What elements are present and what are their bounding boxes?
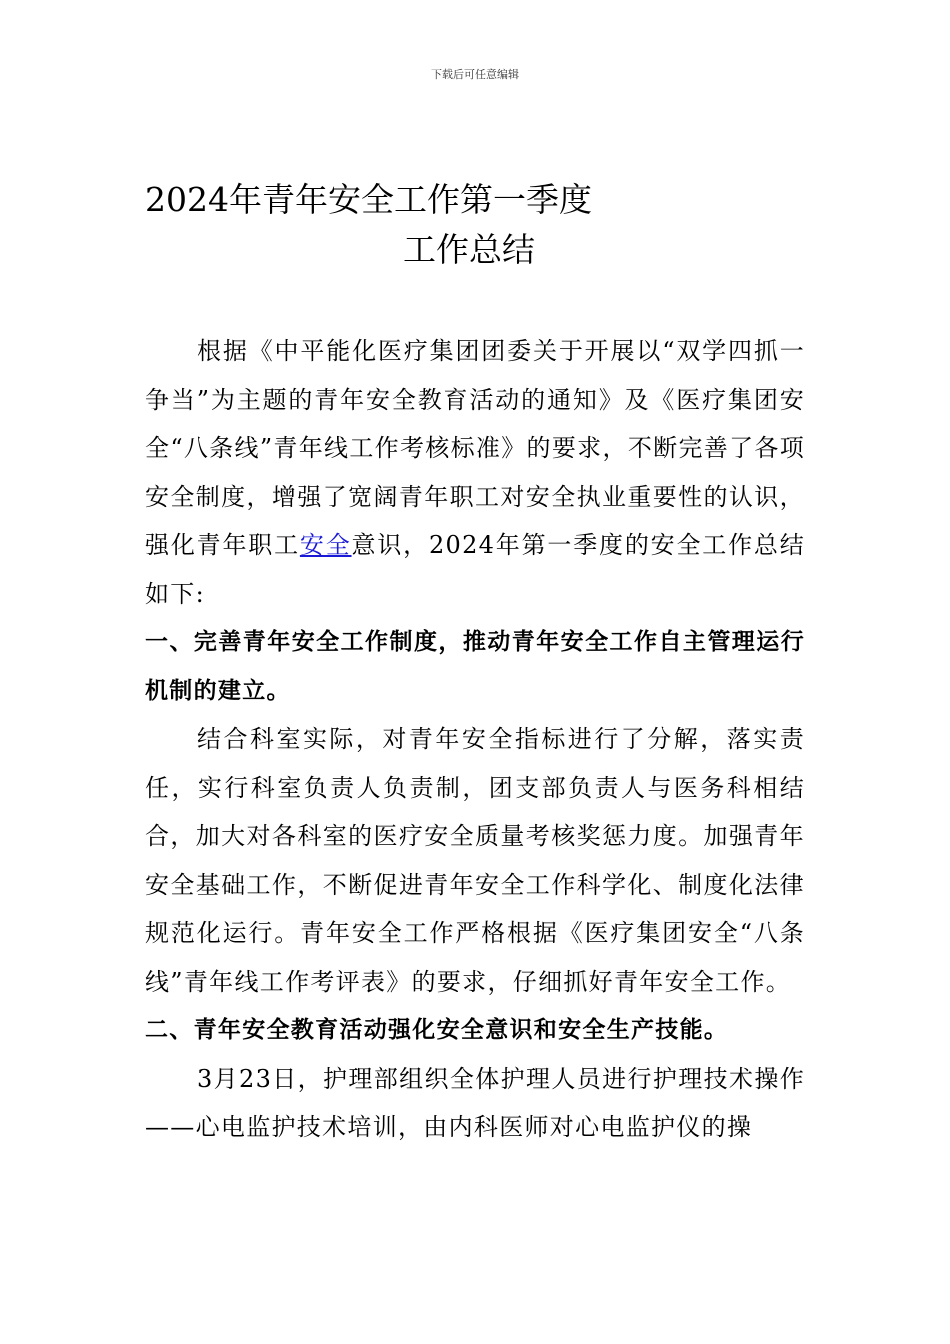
section2-paragraph: 3月23日，护理部组织全体护理人员进行护理技术操作——心电监护技术培训，由内科医师对心电监护仪的操 [145, 1064, 805, 1141]
intro-text-after-link: 意识，2024年第一季度的安全工作总结如下: [145, 531, 806, 608]
page-header-note: 下载后可任意编辑 [431, 68, 519, 81]
intro-paragraph [145, 327, 805, 618]
section2-heading: 二、青年安全教育活动强化安全意识和安全生产技能。 [145, 1017, 729, 1043]
document-body [145, 327, 805, 1152]
section1-heading: 一、完善青年安全工作制度，推动青年安全工作自主管理运行机制的建立。 [145, 629, 805, 704]
safety-link[interactable]: 安全 [299, 531, 352, 559]
document-title-line2: 工作总结 [403, 230, 535, 269]
section1-paragraph: 结合科室实际，对青年安全指标进行了分解，落实责任，实行科室负责人负责制，团支部负责人与医务科相结合，加大对各科室的医疗安全质量考核奖惩力度。加强青年安全基础工作，不断促进青年安全工作科学化、制度化法律规范化运行。青年安全工作严格根据《医疗集团安全“八条线”青年线工作考评表》的要求，仔细抓好青年安全工作。 [145, 725, 805, 996]
intro-text-before-link: 根据《中平能化医疗集团团委关于开展以“双学四抓一争当”为主题的青年安全教育活动的通知》及《医疗集团安全“八条线”青年线工作考核标准》的要求，不断完善了各项安全制度，增强了宽阔青年职工对安全执业重要性的认识，强化青年职工 [145, 337, 805, 559]
document-title-line1: 2024年青年安全工作第一季度 [145, 180, 592, 219]
